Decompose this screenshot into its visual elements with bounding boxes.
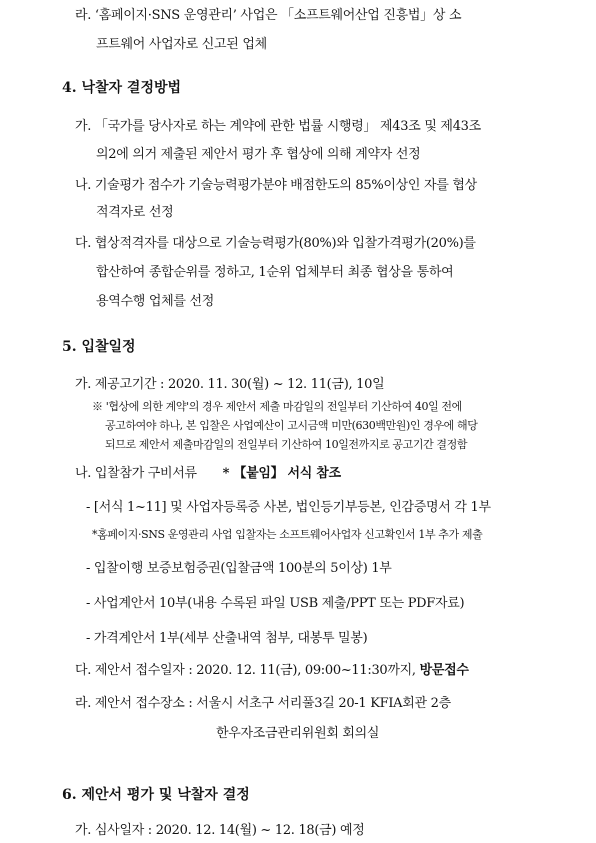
- doc-bid-bond: - 입찰이행 보증보험증권(입찰금액 100분의 5이상) 1부: [86, 561, 392, 576]
- item-ga-contract-law: 가. 「국가를 당사자로 하는 계약에 관한 법률 시행령」 제43조 및 제43조: [75, 119, 481, 134]
- note-negotiation-3: 되므로 제안서 제출마감일의 전일부터 기산하여 10일전까지로 공고기간 결정함: [105, 438, 468, 451]
- note-negotiation-1: ※ '협상에 의한 계약'의 경우 제안서 제출 마감일의 전일부터 기산하여 40일 전에: [92, 400, 462, 413]
- item-ga-review-date: 가. 심사일자 : 2020. 12. 14(월) ~ 12. 18(금) 예정: [75, 823, 365, 838]
- item-ra-submission-place-cont: 한우자조금관리위원회 회의실: [216, 726, 380, 741]
- item-ra-software-cont: 프트웨어 사업자로 신고된 업체: [96, 37, 267, 52]
- item-ga-contract-law-cont: 의2에 의거 제출된 제안서 평가 후 협상에 의해 계약자 선정: [96, 147, 421, 162]
- item-na-tech-score: 나. 기술평가 점수가 기술능력평가분야 배점한도의 85%이상인 자를 협상: [75, 178, 477, 193]
- attachment-reference: * 【붙임】 서식 참조: [222, 466, 341, 481]
- section-4-heading: 4. 낙찰자 결정방법: [62, 80, 182, 96]
- note-negotiation-2: 공고하여야 하나, 본 입찰은 사업예산이 고시금액 미만(630백만원)인 경우에 해당: [105, 419, 478, 432]
- item-na-documents: [75, 466, 341, 482]
- submission-date-text: 다. 제안서 접수일자 : 2020. 12. 11(금), 09:00~11:30까지,: [75, 663, 416, 678]
- item-na-tech-score-cont: 적격자로 선정: [96, 205, 174, 220]
- item-da-ranking: 다. 협상적격자를 대상으로 기술능력평가(80%)와 입찰가격평가(20%)를: [75, 236, 476, 251]
- item-ra-submission-place: 라. 제안서 접수장소 : 서울시 서초구 서리풀3길 20-1 KFIA회관 2층: [75, 696, 451, 711]
- item-da-ranking-cont-1: 합산하여 종합순위를 정하고, 1순위 업체부터 최종 협상을 통하여: [96, 265, 454, 280]
- item-da-ranking-cont-2: 용역수행 업체를 선정: [96, 294, 214, 309]
- visit-submission: 방문접수: [419, 663, 469, 678]
- doc-price-proposal: - 가격계안서 1부(세부 산출내역 첨부, 대봉투 밀봉): [86, 631, 368, 646]
- item-da-submission-date: [75, 663, 469, 679]
- doc-forms: - [서식 1~11] 및 사업자등록증 사본, 법인등기부등본, 인감증명서 각 1부: [86, 500, 491, 515]
- item-na-documents-label: 나. 입찰참가 구비서류: [75, 466, 197, 481]
- item-ra-software: 라. ‘홈페이지·SNS 운영관리’ 사업은 「소프트웨어산업 진흥법」상 소: [75, 8, 462, 23]
- item-ga-notice-period: 가. 제공고기간 : 2020. 11. 30(월) ~ 12. 11(금), 10일: [75, 377, 385, 392]
- doc-business-proposal: - 사업계안서 10부(내용 수록된 파일 USB 제출/PPT 또는 PDF자료): [86, 596, 465, 611]
- section-5-heading: 5. 입찰일정: [62, 339, 136, 355]
- doc-forms-note: *홈페이지·SNS 운영관리 사업 입찰자는 소프트웨어사업자 신고확인서 1부 추가 제출: [92, 528, 483, 541]
- section-6-heading: 6. 제안서 평가 및 낙찰자 결정: [62, 787, 250, 803]
